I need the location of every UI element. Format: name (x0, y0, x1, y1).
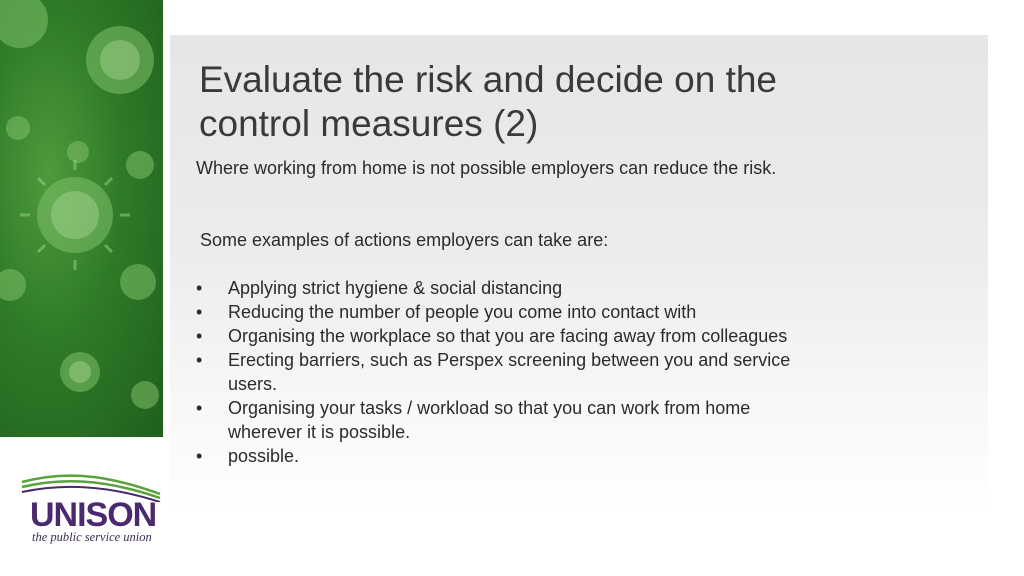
bullet-marker: • (196, 398, 203, 418)
list-item (195, 444, 815, 468)
bullet-marker: • (196, 446, 203, 466)
bullet-marker: • (196, 350, 203, 370)
logo-tagline: the public service union (32, 530, 152, 544)
list-item (195, 348, 815, 396)
bullet-list (195, 276, 815, 468)
list-item (195, 324, 815, 348)
list-item (195, 300, 815, 324)
intro-text: Where working from home is not possible employers can reduce the risk. (196, 158, 777, 178)
bullet-marker: • (196, 302, 203, 322)
logo-wordmark: UNISON (30, 496, 157, 534)
bullet-text: Organising your tasks / workload so that you can work from home wherever it is possible. (228, 398, 751, 442)
bullet-text: Organising the workplace so that you are facing away from colleagues (228, 326, 788, 346)
list-item (195, 396, 815, 444)
list-item (195, 276, 815, 300)
slide-title: Evaluate the risk and decide on the control measures (2) (199, 59, 777, 144)
lead-text: Some examples of actions employers can take are: (200, 230, 609, 250)
bullet-marker: • (196, 326, 203, 346)
bullet-text: Reducing the number of people you come into contact with (228, 302, 697, 322)
unison-logo (20, 472, 165, 550)
virus-illustration (0, 0, 163, 437)
bullet-text: Applying strict hygiene & social distancing (228, 278, 563, 298)
bullet-marker: • (196, 278, 203, 298)
bullet-text: possible. (228, 446, 300, 466)
bullet-text: Erecting barriers, such as Perspex screening between you and service users. (228, 350, 791, 394)
virus-side-image (0, 0, 163, 437)
